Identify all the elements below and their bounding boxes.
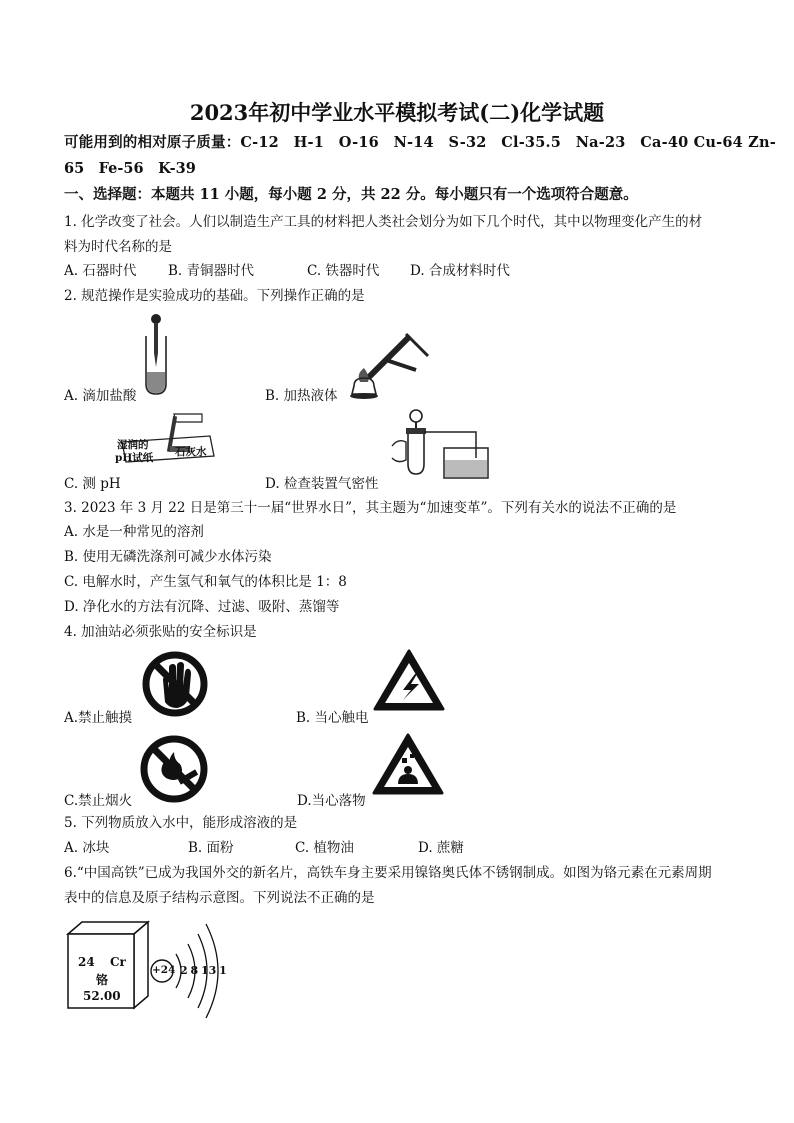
element-atomic-mass: 52.00 <box>83 989 121 1003</box>
falling-object-warning-icon <box>372 732 444 796</box>
element-name: 铬 <box>96 973 109 987</box>
q2-stem: 2. 规范操作是实验成功的基础。下列操作正确的是 <box>64 288 365 304</box>
q1-option-b: B. 青铜器时代 <box>168 263 255 279</box>
airtightness-figure <box>392 408 492 482</box>
atomic-mass-line-1: 可能用到的相对原子质量：C-12 H-1 O-16 N-14 S-32 Cl-35.5 Na-23 Ca-40 Cu-64 Zn- <box>64 134 776 151</box>
q5-stem: 5. 下列物质放入水中，能形成溶液的是 <box>64 815 298 831</box>
q1-option-d: D. 合成材料时代 <box>410 263 510 279</box>
q4-option-c: C.禁止烟火 <box>64 793 133 809</box>
q4-stem: 4. 加油站必须张贴的安全标识是 <box>64 624 257 640</box>
no-touching-sign-icon <box>139 650 211 718</box>
q2-option-c: C. 测 pH <box>64 476 121 492</box>
q5-option-b: B. 面粉 <box>188 840 234 856</box>
page-title: 2023年初中学业水平模拟考试(二)化学试题 <box>189 100 605 125</box>
q1-stem-line-2: 料为时代名称的是 <box>64 239 172 255</box>
q1-stem-line-1: 1. 化学改变了社会。人们以制造生产工具的材料把人类社会划分为如下几个时代，其中以物理变化产生的材 <box>64 214 703 230</box>
label-limewater: 石灰水 <box>175 446 207 458</box>
q3-option-c: C. 电解水时，产生氢气和氧气的体积比是 1：8 <box>64 574 347 590</box>
q3-stem: 3. 2023 年 3 月 22 日是第三十一届“世界水日”，其主题为“加速变革”。下列有关水的说法不正确的是 <box>64 500 677 516</box>
nucleus-charge: +24 <box>152 964 176 976</box>
electron-shells: 2 8 13 1 <box>180 964 227 977</box>
section-heading: 一、选择题：本题共 11 小题，每小题 2 分，共 22 分。每小题只有一个选项符合题意。 <box>64 186 638 203</box>
label-wet: 湿润的 <box>117 439 149 451</box>
q1-option-a: A. 石器时代 <box>64 263 137 279</box>
q2-option-b: B. 加热液体 <box>265 388 338 404</box>
q4-option-b: B. 当心触电 <box>296 710 369 726</box>
q6-stem-line-2: 表中的信息及原子结构示意图。下列说法不正确的是 <box>64 890 375 906</box>
q2-option-a: A. 滴加盐酸 <box>64 388 137 404</box>
q3-option-a: A. 水是一种常见的溶剂 <box>64 524 204 540</box>
q5-option-c: C. 植物油 <box>295 840 354 856</box>
q5-option-a: A. 冰块 <box>64 840 110 856</box>
element-atomic-number: 24 <box>78 955 95 969</box>
q3-option-d: D. 净化水的方法有沉降、过滤、吸附、蒸馏等 <box>64 599 340 615</box>
dropper-test-tube-figure <box>140 312 180 396</box>
electric-shock-warning-icon <box>373 648 445 712</box>
no-fireworks-sign-icon <box>136 734 212 804</box>
q6-stem-line-1: 6.“中国高铁”已成为我国外交的新名片，高铁车身主要采用镍铬奥氏体不锈钢制成。如图为铬元素在元素周期 <box>64 865 712 881</box>
atomic-mass-line-2: 65 Fe-56 K-39 <box>64 160 196 177</box>
element-symbol: Cr <box>110 955 126 969</box>
label-ph-paper: pH试纸 <box>115 452 154 464</box>
q3-option-b: B. 使用无磷洗涤剂可减少水体污染 <box>64 549 272 565</box>
heating-liquid-figure <box>346 330 436 402</box>
q4-option-d: D.当心落物 <box>297 793 366 809</box>
q1-option-c: C. 铁器时代 <box>307 263 380 279</box>
q5-option-d: D. 蔗糖 <box>418 840 464 856</box>
q4-option-a: A.禁止触摸 <box>64 710 133 726</box>
q2-option-d: D. 检查装置气密性 <box>265 476 379 492</box>
